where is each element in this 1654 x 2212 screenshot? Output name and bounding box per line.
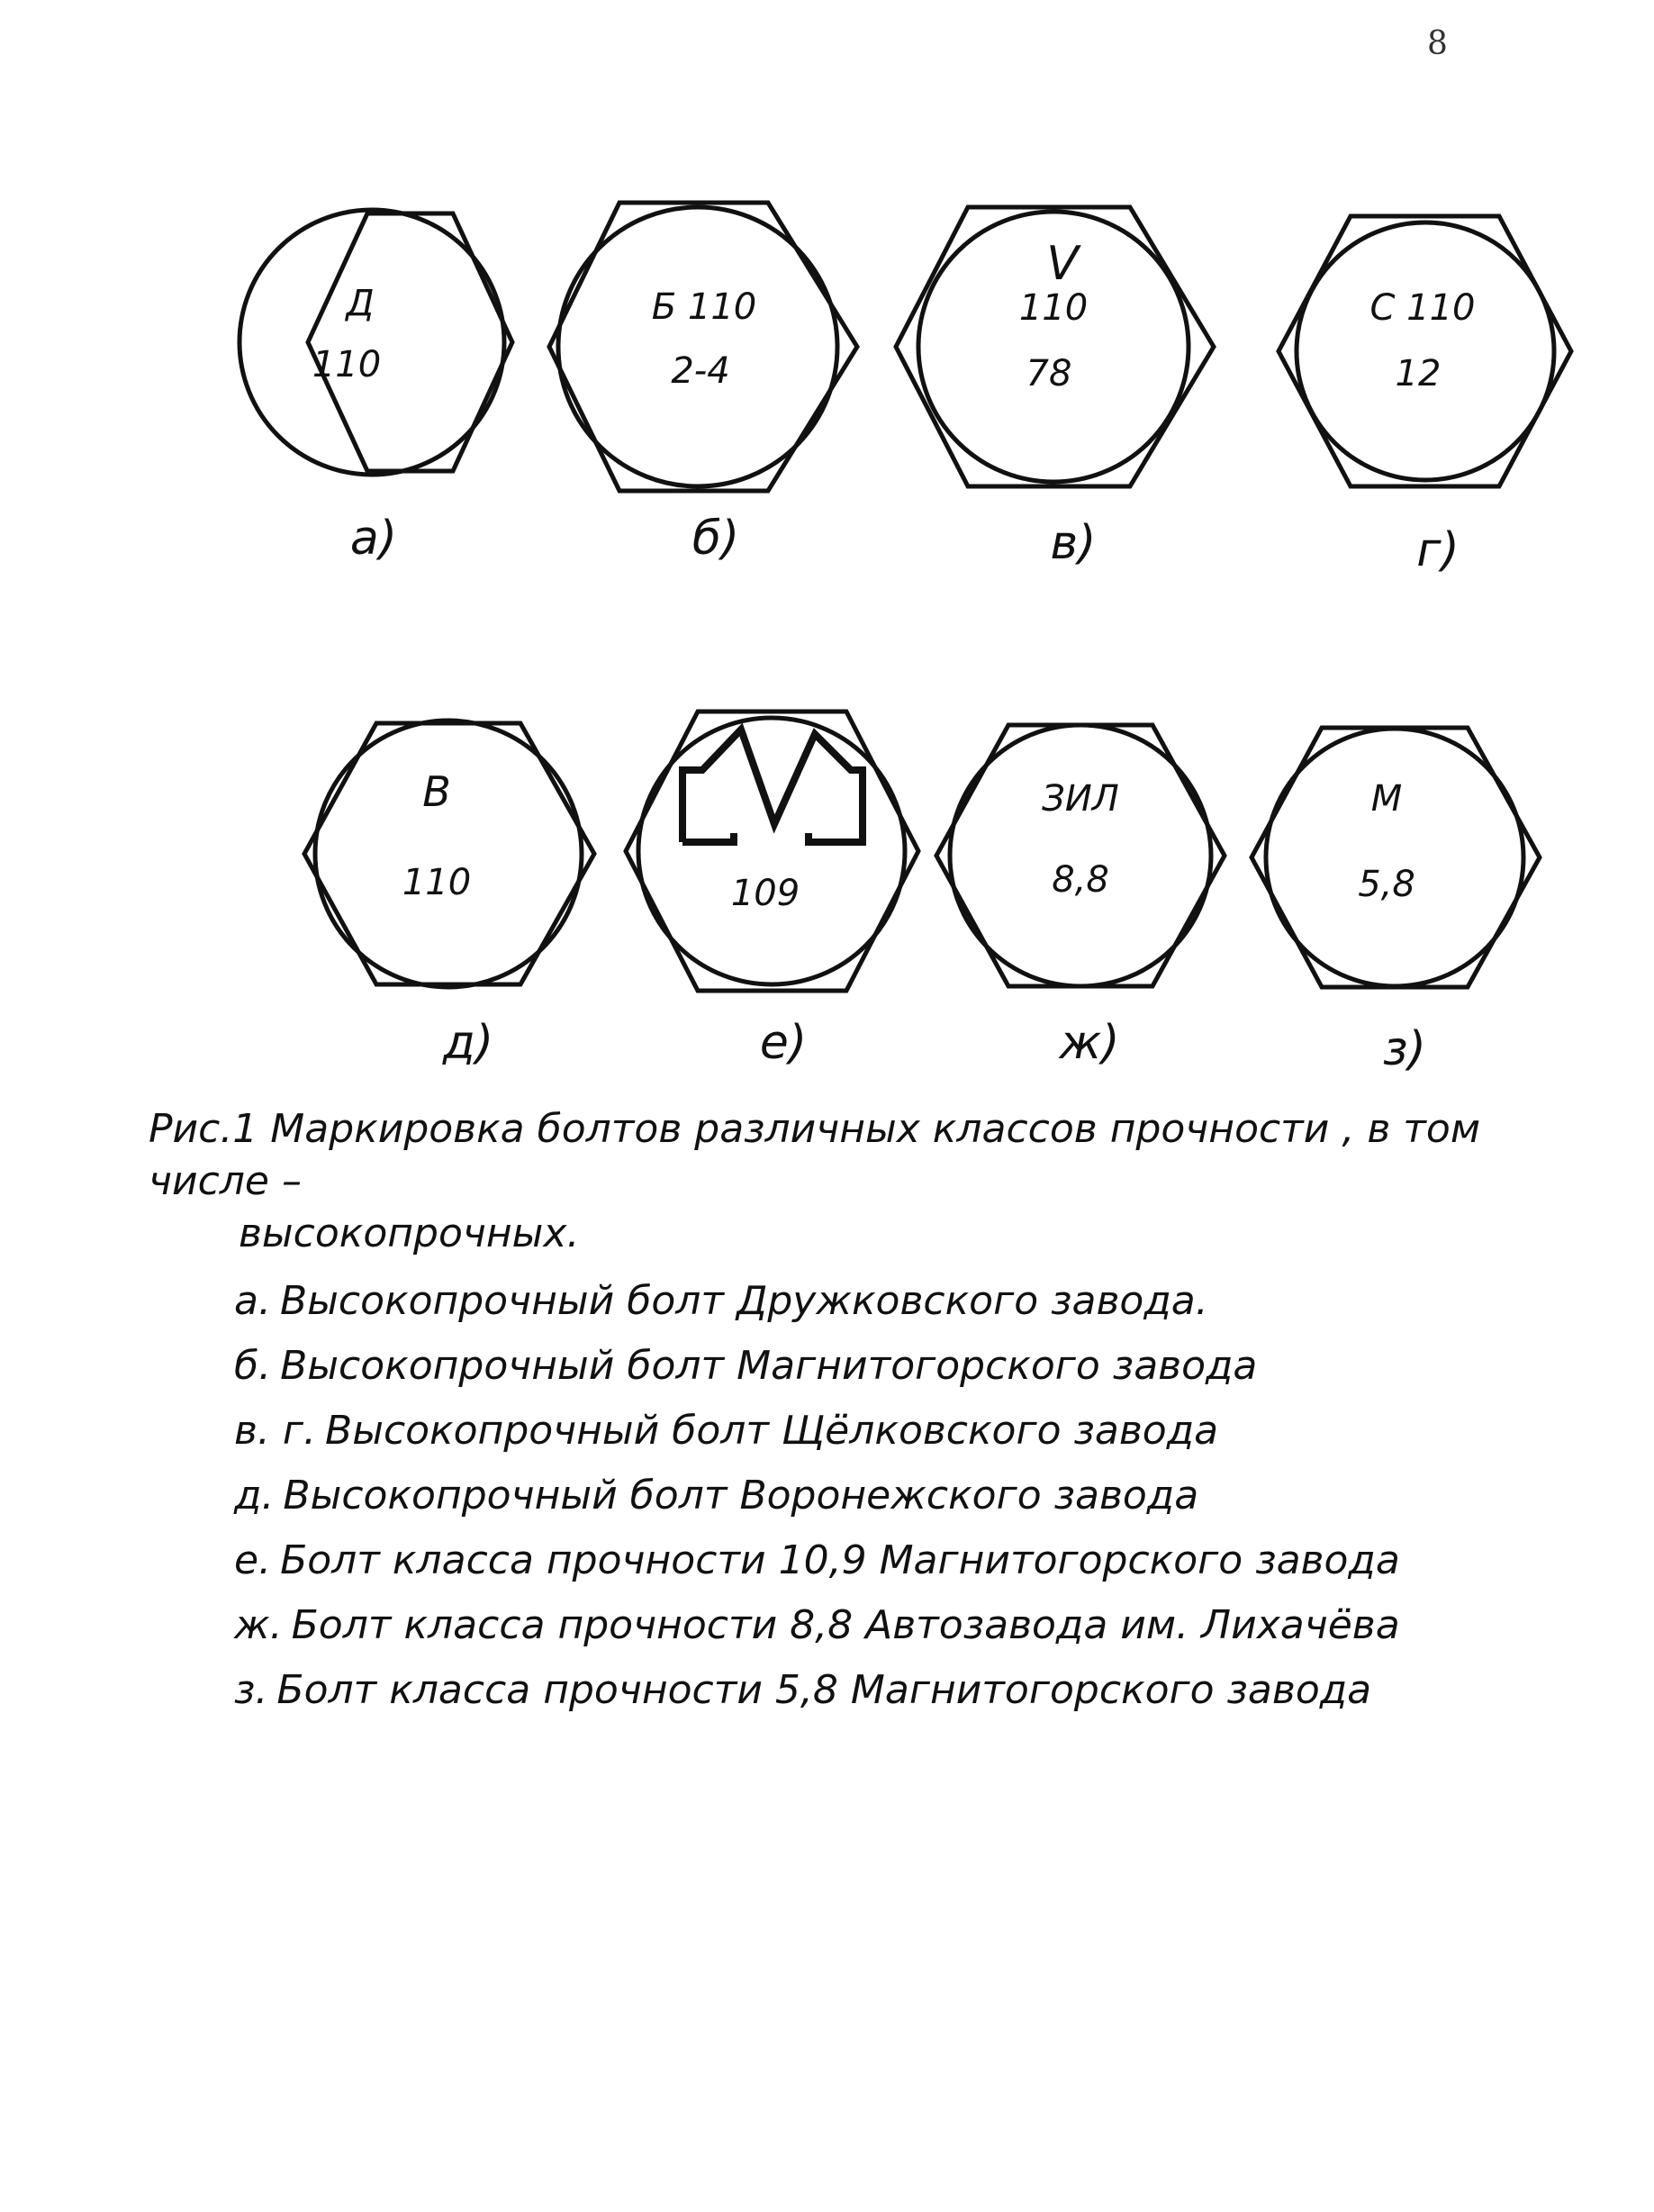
bolt-d-mark-line2: 110	[402, 862, 472, 903]
bolt-g-label: г)	[1416, 523, 1460, 577]
bolt-zh-mark-line1: ЗИЛ	[1042, 778, 1119, 820]
bolt-zh-label: ж)	[1059, 1016, 1120, 1070]
legend-item	[234, 1593, 1553, 1658]
caption-title	[149, 1103, 1553, 1260]
legend-text: Болт класса прочности 5,8 Магнитогорского завода	[276, 1667, 1372, 1713]
bolt-b-mark-line2: 2-4	[671, 350, 730, 392]
bolt-b-mark-line1: Б 110	[651, 286, 757, 328]
bolt-head-a	[240, 210, 512, 566]
caption-title-line1: Рис.1 Маркировка болтов различных классов прочности , в том числе –	[149, 1106, 1481, 1204]
legend-text: Болт класса прочности 8,8 Автозавода им. Лихачёва	[291, 1602, 1400, 1648]
bolt-a-mark-line1: Д	[346, 283, 375, 324]
bolt-head-zh	[936, 725, 1225, 1070]
bolt-head-d	[304, 721, 594, 1070]
bolt-e-mark-line2: 109	[730, 873, 800, 914]
legend-item	[234, 1269, 1553, 1334]
legend-text: Болт класса прочности 10,9 Магнитогорского завода	[280, 1537, 1400, 1583]
legend-item	[234, 1334, 1553, 1399]
crown-logo-left-foot	[682, 833, 734, 842]
crown-logo-icon	[682, 730, 863, 842]
bolt-z-mark-line2: 5,8	[1358, 864, 1415, 905]
legend-key: а.	[234, 1278, 271, 1324]
legend-key: з.	[234, 1667, 268, 1713]
bolt-head-z	[1252, 728, 1540, 1076]
legend-key: е.	[234, 1537, 272, 1583]
caption-title-line2: высокопрочных.	[239, 1210, 580, 1256]
bolt-head-g	[1279, 216, 1571, 577]
legend-text: Высокопрочный болт Магнитогорского завода	[280, 1343, 1258, 1389]
bolt-z-label: з)	[1383, 1022, 1426, 1076]
bolt-v-label: в)	[1050, 516, 1097, 570]
legend-key: в. г.	[234, 1408, 317, 1454]
legend-item	[234, 1528, 1553, 1593]
legend-text: Высокопрочный болт Щёлковского завода	[325, 1408, 1219, 1454]
bolt-head-e	[626, 712, 918, 1070]
bolt-g-mark-line2: 12	[1395, 353, 1442, 394]
bolt-head-v	[896, 207, 1214, 570]
bolt-e-label: е)	[759, 1016, 808, 1070]
figure-caption	[149, 1103, 1553, 1723]
bolt-v-mark-line2: 78	[1026, 353, 1072, 394]
bolt-v-logo: V	[1046, 237, 1079, 291]
legend-text: Высокопрочный болт Воронежского завода	[283, 1473, 1199, 1518]
bolt-a-label: а)	[349, 512, 398, 566]
crown-logo-right-foot	[809, 833, 815, 842]
caption-legend	[149, 1269, 1553, 1723]
bolt-g-mark-line1: С 110	[1369, 287, 1476, 329]
bolt-d-mark-line1: В	[422, 767, 451, 816]
bolt-v-mark-line1: 110	[1018, 287, 1089, 329]
bolt-head-b	[549, 203, 857, 566]
legend-key: ж.	[234, 1602, 283, 1648]
legend-key: б.	[234, 1343, 272, 1389]
bolt-zh-mark-line2: 8,8	[1052, 859, 1109, 901]
page-number: 8	[1427, 25, 1448, 62]
bolt-d-label: д)	[442, 1016, 494, 1070]
bolt-b-label: б)	[691, 512, 740, 566]
bolt-a-mark-line2: 110	[312, 344, 382, 385]
legend-key: д.	[234, 1473, 275, 1518]
legend-item	[234, 1464, 1553, 1528]
legend-item	[234, 1658, 1553, 1723]
legend-text: Высокопрочный болт Дружковского завода.	[279, 1278, 1208, 1324]
legend-item	[234, 1399, 1553, 1464]
bolt-z-mark-line1: М	[1370, 778, 1403, 820]
